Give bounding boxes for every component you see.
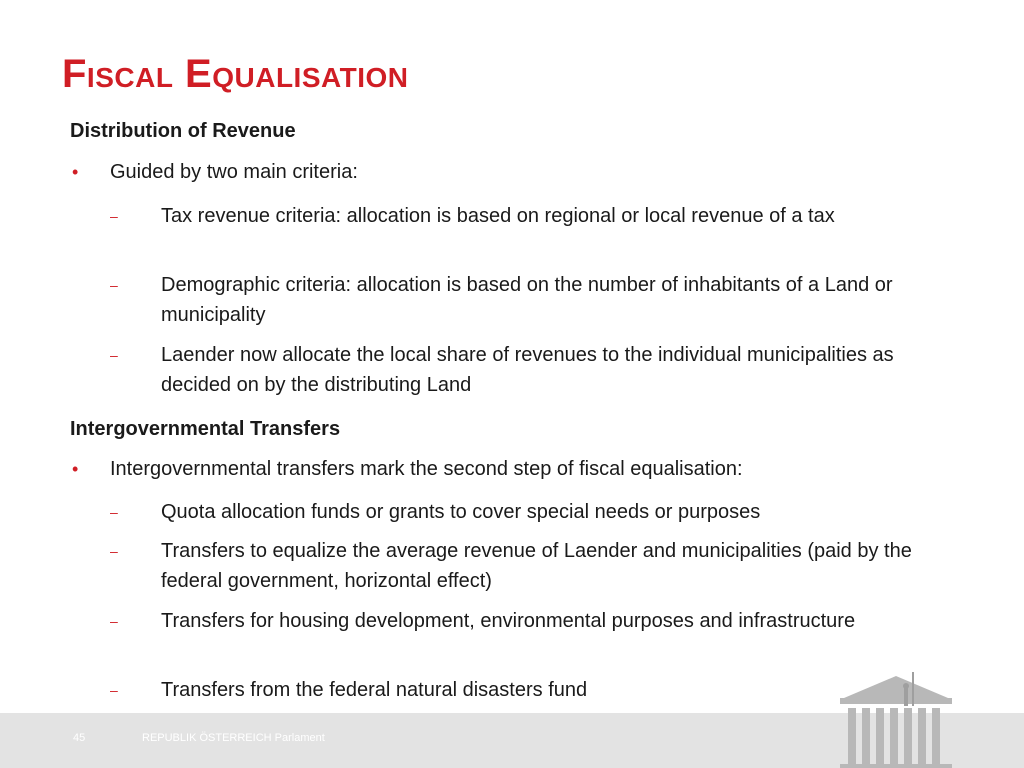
- dash-icon: –: [110, 543, 118, 559]
- bullet-text: Intergovernmental transfers mark the second step of fiscal equalisation:: [110, 458, 743, 480]
- sub-item-text: Transfers to equalize the average revenue of Laender and municipalities (paid by the federal government, horizontal effect): [161, 540, 912, 592]
- sub-item-text: Transfers from the federal natural disasters fund: [161, 679, 588, 701]
- dash-icon: –: [110, 347, 118, 363]
- dash-icon: –: [110, 682, 118, 698]
- org-name: [142, 732, 325, 744]
- dash-icon: –: [110, 208, 118, 224]
- bullet-text: Guided by two main criteria:: [110, 161, 358, 183]
- sub-item-text: Transfers for housing development, environmental purposes and infrastructure: [161, 610, 856, 632]
- dash-icon: –: [110, 277, 118, 293]
- section-heading-transfers: Intergovernmental Transfers: [70, 418, 341, 440]
- sub-item-text: Quota allocation funds or grants to cover special needs or purposes: [161, 501, 761, 523]
- section-heading-revenue: Distribution of Revenue: [70, 120, 296, 142]
- dash-icon: –: [110, 613, 118, 629]
- slide-title: Fiscal Equalisation: [62, 52, 409, 96]
- sub-item-text: Laender now allocate the local share of revenues to the individual municipalities as decided on by the distributing Land: [161, 344, 894, 396]
- org-sub-text: Parlament: [274, 732, 325, 744]
- bullet-icon: •: [72, 459, 79, 479]
- page-number: 45: [73, 732, 86, 744]
- dash-icon: –: [110, 504, 118, 520]
- sub-item-text: Demographic criteria: allocation is based on the number of inhabitants of a Land or municipality: [161, 274, 893, 326]
- sub-item-text: Tax revenue criteria: allocation is based on regional or local revenue of a tax: [161, 205, 835, 227]
- bullet-icon: •: [72, 162, 79, 182]
- org-name-text: REPUBLIK ÖSTERREICH: [142, 732, 272, 744]
- parliament-building-icon: [836, 668, 956, 768]
